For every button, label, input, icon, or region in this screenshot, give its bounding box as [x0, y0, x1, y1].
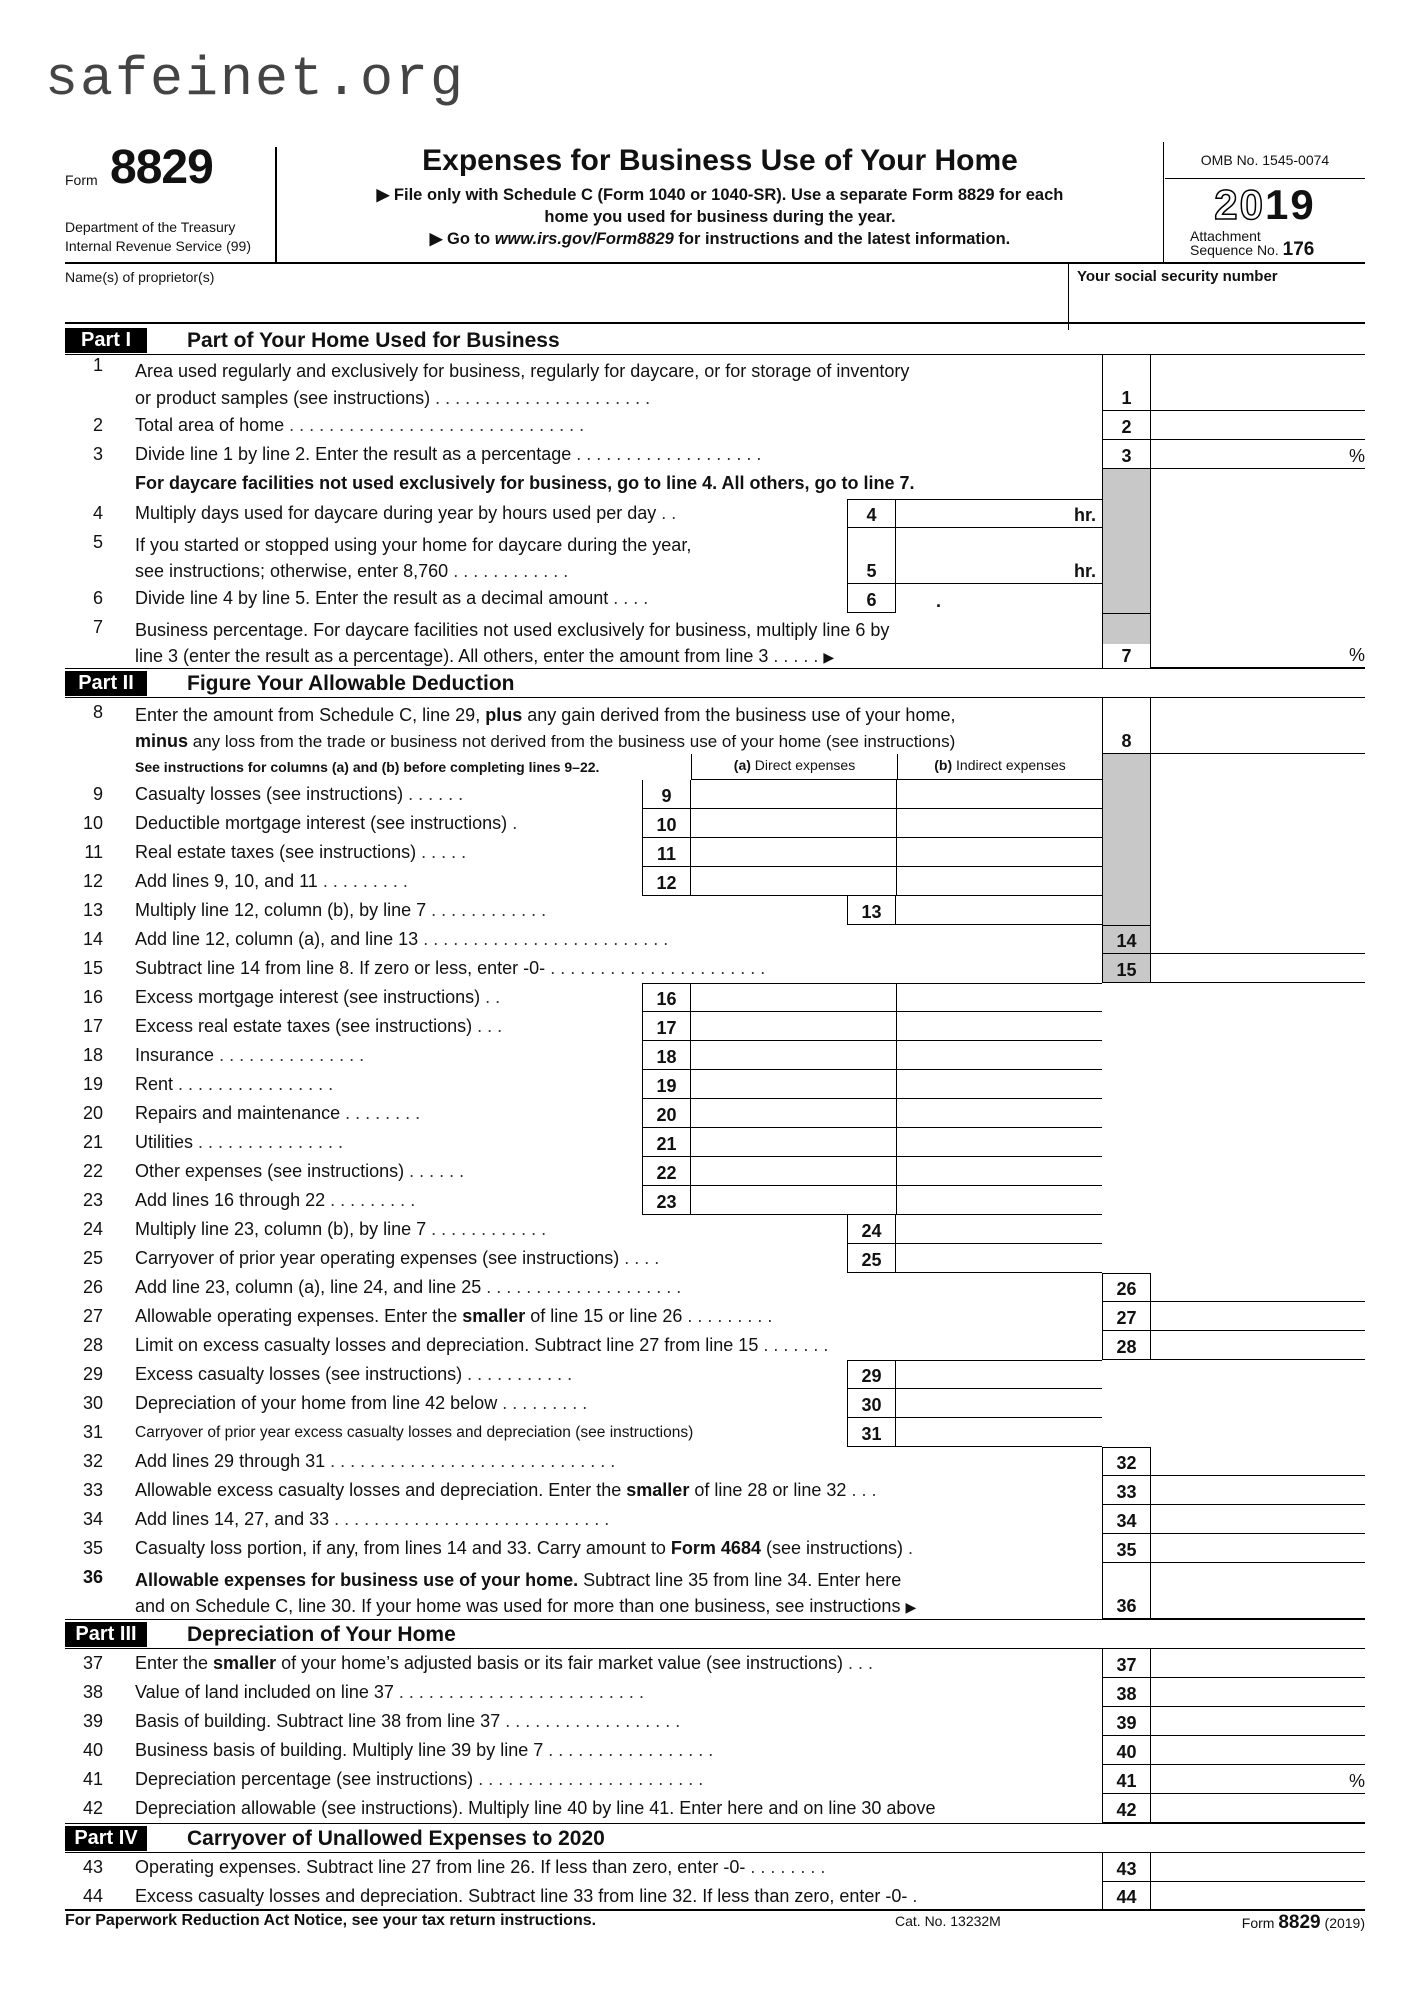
attachment-sequence: Attachment Sequence No. 176 — [1190, 228, 1315, 260]
line-11b[interactable] — [897, 838, 1102, 867]
omb-number: OMB No. 1545-0074 — [1165, 142, 1365, 179]
line-26-amount[interactable] — [1151, 1273, 1365, 1302]
form-8829 — [65, 142, 1365, 1911]
column-headers: See instructions for columns (a) and (b) before completing lines 9–22. (a) Direct expenses (b) Indirect expenses — [65, 754, 1365, 780]
footer-form-id: Form 8829 (2019) — [1241, 1912, 1365, 1933]
line-16a[interactable] — [691, 983, 897, 1012]
line-40-amount[interactable] — [1151, 1736, 1365, 1765]
line-17a[interactable] — [691, 1012, 897, 1041]
line-36: 36 Allowable expenses for business use of your home. Subtract line 35 from line 34. Enter here and on Schedule C, line 30. If your home was used for more than one business, see instructions ▶ 36 — [65, 1563, 1365, 1619]
line-6-entry[interactable]: . — [936, 591, 942, 611]
line-4: 4 Multiply days used for daycare during year by hours used per day . . 4 hr. — [65, 499, 1365, 528]
line-17: 17 Excess real estate taxes (see instructions) . . . 17 — [65, 1012, 1365, 1041]
line-14: 14 Add line 12, column (a), and line 13 . . . . . . . . . . . . . . . . . . . . . . . . . 14 — [65, 925, 1365, 954]
form-header — [65, 142, 1365, 264]
line-30: 30 Depreciation of your home from line 42 below . . . . . . . . . 30 — [65, 1389, 1365, 1418]
column-b-header: (b) Indirect expenses — [897, 754, 1102, 780]
omb-block — [1165, 142, 1365, 260]
line-23: 23 Add lines 16 through 22 . . . . . . . . . 23 — [65, 1186, 1365, 1215]
line-31-entry[interactable] — [896, 1418, 1102, 1447]
line-37-amount[interactable] — [1151, 1649, 1365, 1678]
line-25: 25 Carryover of prior year operating expenses (see instructions) . . . . 25 — [65, 1244, 1365, 1273]
line-16: 16 Excess mortgage interest (see instructions) . . 16 — [65, 983, 1365, 1012]
part-label: Part III — [65, 1622, 147, 1647]
subtitle-1: ▶ File only with Schedule C (Form 1040 or 1040-SR). Use a separate Form 8829 for each — [376, 186, 1064, 204]
dept-line1: Department of the Treasury — [65, 219, 236, 235]
paperwork-notice: For Paperwork Reduction Act Notice, see your tax return instructions. — [65, 1912, 597, 1929]
line-44-amount[interactable] — [1151, 1882, 1365, 1909]
line-32: 32 Add lines 29 through 31 . . . . . . . . . . . . . . . . . . . . . . . . . . . . . 32 — [65, 1447, 1365, 1476]
irs-link[interactable]: www.irs.gov/Form8829 — [494, 230, 674, 248]
line-23a[interactable] — [691, 1186, 897, 1215]
line-19a[interactable] — [691, 1070, 897, 1099]
part-title: Depreciation of Your Home — [187, 1623, 456, 1646]
line-16b[interactable] — [897, 983, 1102, 1012]
line-2: 2 Total area of home . . . . . . . . . . . . . . . . . . . . . . . . . . . . . . 2 — [65, 411, 1365, 440]
line-42: 42 Depreciation allowable (see instructions). Multiply line 40 by line 41. Enter here and on line 30 above 42 — [65, 1794, 1365, 1823]
form-title: Expenses for Business Use of Your Home — [422, 144, 1018, 177]
line-24: 24 Multiply line 23, column (b), by line 7 . . . . . . . . . . . . 24 — [65, 1215, 1365, 1244]
line-8-amount[interactable] — [1151, 698, 1365, 754]
line-13: 13 Multiply line 12, column (b), by line 7 . . . . . . . . . . . . 13 — [65, 896, 1365, 925]
line-12b[interactable] — [897, 867, 1102, 896]
line-5-entry[interactable]: hr. — [896, 528, 1102, 584]
line-21a[interactable] — [691, 1128, 897, 1157]
line-18a[interactable] — [691, 1041, 897, 1070]
line-4-entry[interactable]: hr. — [896, 499, 1102, 528]
line-21: 21 Utilities . . . . . . . . . . . . . . . 21 — [65, 1128, 1365, 1157]
line-20a[interactable] — [691, 1099, 897, 1128]
line-33-amount[interactable] — [1151, 1476, 1365, 1505]
column-a-header: (a) Direct expenses — [691, 754, 897, 780]
line-19b[interactable] — [897, 1070, 1102, 1099]
line-36-amount[interactable] — [1151, 1563, 1365, 1619]
line-2-amount[interactable] — [1151, 411, 1365, 440]
lines-16-25 — [65, 983, 1365, 1273]
line-10b[interactable] — [897, 809, 1102, 838]
part-4-header — [65, 1823, 1365, 1853]
part-label: Part II — [65, 671, 147, 696]
line-17b[interactable] — [897, 1012, 1102, 1041]
catalog-number: Cat. No. 13232M — [895, 1913, 1001, 1929]
department — [65, 218, 280, 256]
title-block — [277, 142, 1163, 250]
line-23b[interactable] — [897, 1186, 1102, 1215]
form-label: Form — [65, 172, 98, 188]
line-7-amount[interactable]: % — [1151, 613, 1365, 668]
part-3-header — [65, 1619, 1365, 1649]
line-22a[interactable] — [691, 1157, 897, 1186]
line-29-entry[interactable] — [896, 1360, 1102, 1389]
line-39: 39 Basis of building. Subtract line 38 from line 37 . . . . . . . . . . . . . . . . . . 39 — [65, 1707, 1365, 1736]
line-18b[interactable] — [897, 1041, 1102, 1070]
name-bar — [65, 264, 1365, 324]
line-35: 35 Casualty loss portion, if any, from lines 14 and 33. Carry amount to Form 4684 (see instructions) . 35 — [65, 1534, 1365, 1563]
tax-year: 2019 — [1214, 181, 1316, 228]
line-40: 40 Business basis of building. Multiply line 39 by line 7 . . . . . . . . . . . . . . . . . 40 — [65, 1736, 1365, 1765]
line-11a[interactable] — [691, 838, 897, 867]
line-34-amount[interactable] — [1151, 1505, 1365, 1534]
line-43-amount[interactable] — [1151, 1853, 1365, 1882]
part-label: Part IV — [65, 1826, 147, 1851]
line-42-amount[interactable] — [1151, 1794, 1365, 1823]
line-30-entry[interactable] — [896, 1389, 1102, 1418]
watermark: safeinet.org — [45, 48, 466, 111]
line-33: 33 Allowable excess casualty losses and depreciation. Enter the smaller of line 28 or line 32 . . . 33 — [65, 1476, 1365, 1505]
line-12: 12 Add lines 9, 10, and 11 . . . . . . . . . 12 — [65, 867, 1365, 896]
line-14-amount[interactable] — [1151, 925, 1365, 954]
line-41: 41 Depreciation percentage (see instructions) . . . . . . . . . . . . . . . . . . . . . . . 41 % — [65, 1765, 1365, 1794]
line-9b[interactable] — [897, 780, 1102, 809]
line-25-entry[interactable] — [896, 1244, 1102, 1273]
part-title: Carryover of Unallowed Expenses to 2020 — [187, 1827, 605, 1850]
line-19: 19 Rent . . . . . . . . . . . . . . . . 19 — [65, 1070, 1365, 1099]
line-39-amount[interactable] — [1151, 1707, 1365, 1736]
line-7: 7 Business percentage. For daycare facilities not used exclusively for business, multiply line 6 by line 3 (enter the result as a percentage). All others, enter the amount from line 3 . . . . . ▶ 7 % — [65, 613, 1365, 669]
line-20: 20 Repairs and maintenance . . . . . . . . 20 — [65, 1099, 1365, 1128]
line-10: 10 Deductible mortgage interest (see instructions) . 10 — [65, 809, 1365, 838]
line-44: 44 Excess casualty losses and depreciation. Subtract line 33 from line 32. If less than zero, enter -0- . 44 — [65, 1882, 1365, 1911]
line-35-amount[interactable] — [1151, 1534, 1365, 1563]
line-22: 22 Other expenses (see instructions) . . . . . . 22 — [65, 1157, 1365, 1186]
line-41-amount[interactable]: % — [1151, 1765, 1365, 1794]
line-3: 3 Divide line 1 by line 2. Enter the result as a percentage . . . . . . . . . . . . . . . . . . . 3 % — [65, 440, 1365, 469]
line-38: 38 Value of land included on line 37 . . . . . . . . . . . . . . . . . . . . . . . . . 38 — [65, 1678, 1365, 1707]
line-15: 15 Subtract line 14 from line 8. If zero or less, enter -0- . . . . . . . . . . . . . . . . . . . . . . 15 — [65, 954, 1365, 983]
line-9a[interactable] — [691, 780, 897, 809]
line-43: 43 Operating expenses. Subtract line 27 from line 26. If less than zero, enter -0- . . . . . . . . 43 — [65, 1853, 1365, 1882]
name-label: Name(s) of proprietor(s) — [65, 269, 215, 285]
line-31: 31 Carryover of prior year excess casualty losses and depreciation (see instructions) 31 — [65, 1418, 1365, 1447]
part-title: Figure Your Allowable Deduction — [187, 672, 515, 695]
line-37: 37 Enter the smaller of your home’s adjusted basis or its fair market value (see instructions) . . . 37 — [65, 1649, 1365, 1678]
line-3-amount[interactable]: % — [1151, 440, 1365, 469]
dept-line2: Internal Revenue Service (99) — [65, 238, 251, 254]
line-29: 29 Excess casualty losses (see instructions) . . . . . . . . . . . 29 — [65, 1360, 1365, 1389]
line-27: 27 Allowable operating expenses. Enter the smaller of line 15 or line 26 . . . . . . . . . 27 — [65, 1302, 1365, 1331]
line-10a[interactable] — [691, 809, 897, 838]
daycare-note: For daycare facilities not used exclusively for business, go to line 4. All others, go to line 7. — [65, 469, 1365, 499]
line-28: 28 Limit on excess casualty losses and depreciation. Subtract line 27 from line 15 . . . . . . . 28 — [65, 1331, 1365, 1360]
line-15-amount[interactable] — [1151, 954, 1365, 983]
line-24-entry[interactable] — [896, 1215, 1102, 1244]
line-11: 11 Real estate taxes (see instructions) . . . . . 11 — [65, 838, 1365, 867]
line-8: 8 Enter the amount from Schedule C, line 29, plus any gain derived from the business use of your home, minus any loss from the trade or business not derived from the business use of your home (see instructions) 8 — [65, 698, 1365, 754]
line-22b[interactable] — [897, 1157, 1102, 1186]
line-18: 18 Insurance . . . . . . . . . . . . . . . 18 — [65, 1041, 1365, 1070]
ssn-label: Your social security number — [1077, 268, 1278, 285]
line-20b[interactable] — [897, 1099, 1102, 1128]
line-26: 26 Add line 23, column (a), line 24, and line 25 . . . . . . . . . . . . . . . . . . . . 26 — [65, 1273, 1365, 1302]
line-34: 34 Add lines 14, 27, and 33 . . . . . . . . . . . . . . . . . . . . . . . . . . . . 34 — [65, 1505, 1365, 1534]
line-6: 6 Divide line 4 by line 5. Enter the result as a decimal amount . . . . 6 . — [65, 584, 1365, 613]
part-1-header — [65, 326, 1365, 355]
part-2-header — [65, 669, 1365, 698]
line-1-amount[interactable] — [1151, 355, 1365, 411]
subtitle-3: ▶ Go to www.irs.gov/Form8829 for instructions and the latest information. — [429, 230, 1011, 248]
line-12a[interactable] — [691, 867, 897, 896]
form-number: 8829 — [110, 141, 213, 194]
subtitle-2: home you used for business during the year. — [544, 208, 896, 226]
part-title: Part of Your Home Used for Business — [187, 329, 560, 352]
lines-29-31 — [65, 1360, 1365, 1447]
line-32-amount[interactable] — [1151, 1447, 1365, 1476]
line-27-amount[interactable] — [1151, 1302, 1365, 1331]
part-label: Part I — [65, 328, 147, 353]
line-38-amount[interactable] — [1151, 1678, 1365, 1707]
line-28-amount[interactable] — [1151, 1331, 1365, 1360]
line-5: 5 If you started or stopped using your home for daycare during the year, see instructions; otherwise, enter 8,760 . . . . . . . . . . . . 5 hr. — [65, 528, 1365, 584]
line-1: 1 Area used regularly and exclusively for business, regularly for daycare, or for storage of inventory or product samples (see instructions) . . . . . . . . . . . . . . . . . . . . . . 1 — [65, 355, 1365, 411]
line-21b[interactable] — [897, 1128, 1102, 1157]
line-13-entry[interactable] — [896, 896, 1102, 925]
line-9: 9 Casualty losses (see instructions) . . . . . . 9 — [65, 780, 1365, 809]
ssn-field[interactable] — [1068, 264, 1286, 330]
